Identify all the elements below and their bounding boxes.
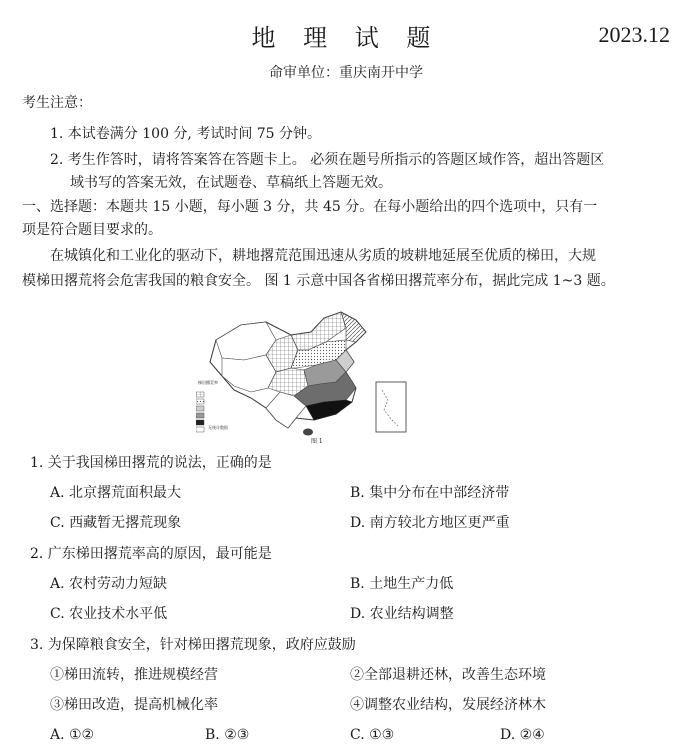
exam-title: 地 理 试 题 — [251, 24, 441, 52]
passage-line-1: 在城镇化和工业化的驱动下，耕地撂荒范围迅速从劣质的坡耕地延展至优质的梯田，大规 — [50, 248, 596, 264]
south-china-sea-inset — [376, 382, 406, 432]
notice-item-2: 2. 考生作答时，请将答案答在答题卡上。 必须在题号所指示的答题区域作答，超出答题区 — [50, 152, 605, 168]
q3-option-d: D. ②④ — [500, 727, 545, 743]
q3-option-c: C. ①③ — [350, 727, 395, 743]
china-map-figure — [196, 310, 446, 445]
notice-item-2-cont: 域书写的答案无效，在试题卷、草稿纸上答题无效。 — [70, 175, 392, 191]
q1-stem: 1. 关于我国梯田撂荒的说法，正确的是 — [30, 455, 272, 471]
q1-option-b: B. 集中分布在中部经济带 — [350, 485, 510, 501]
q2-option-c: C. 农业技术水平低 — [50, 606, 168, 622]
passage-line-2: 模梯田撂荒将会危害我国的粮食安全。 图 1 示意中国各省梯田撂荒率分布，据此完成 1~3 题。 — [22, 273, 615, 289]
china-map-svg — [196, 310, 446, 445]
q1-option-a: A. 北京撂荒面积最大 — [50, 485, 182, 501]
q3-statement-2: ②全部退耕还林，改善生态环境 — [350, 667, 546, 683]
q3-option-b: B. ②③ — [205, 727, 250, 743]
notice-item-1: 1. 本试卷满分 100 分, 考试时间 75 分钟。 — [50, 126, 322, 142]
q3-statement-4: ④调整农业结构，发展经济林木 — [350, 697, 546, 713]
section-heading-cont: 项是符合题目要求的。 — [22, 222, 162, 238]
map-legend-title: 梯田撂荒率 — [198, 380, 218, 385]
map-legend — [196, 392, 204, 432]
q2-option-a: A. 农村劳动力短缺 — [50, 576, 168, 592]
q3-statement-1: ①梯田流转，推进规模经营 — [50, 667, 218, 683]
map-legend-item-none: 无统计数据 — [208, 425, 228, 430]
q3-statement-3: ③梯田改造，提高机械化率 — [50, 697, 218, 713]
q1-option-c: C. 西藏暂无撂荒现象 — [50, 515, 182, 531]
exam-unit: 命审单位：重庆南开中学 — [269, 65, 423, 81]
q2-option-d: D. 农业结构调整 — [350, 606, 454, 622]
q2-stem: 2. 广东梯田撂荒率高的原因，最可能是 — [30, 546, 272, 562]
figure-caption: 图 1 — [311, 438, 323, 445]
exam-date: 2023.12 — [598, 22, 670, 47]
q2-option-b: B. 土地生产力低 — [350, 576, 454, 592]
notice-heading: 考生注意： — [22, 95, 92, 111]
section-heading: 一、选择题：本题共 15 小题，每小题 3 分，共 45 分。在每小题给出的四个选项中，只有一 — [22, 199, 598, 215]
q3-stem: 3. 为保障粮食安全，针对梯田撂荒现象，政府应鼓励 — [30, 637, 356, 653]
q1-option-d: D. 南方较北方地区更严重 — [350, 515, 510, 531]
q3-option-a: A. ①② — [50, 727, 95, 743]
